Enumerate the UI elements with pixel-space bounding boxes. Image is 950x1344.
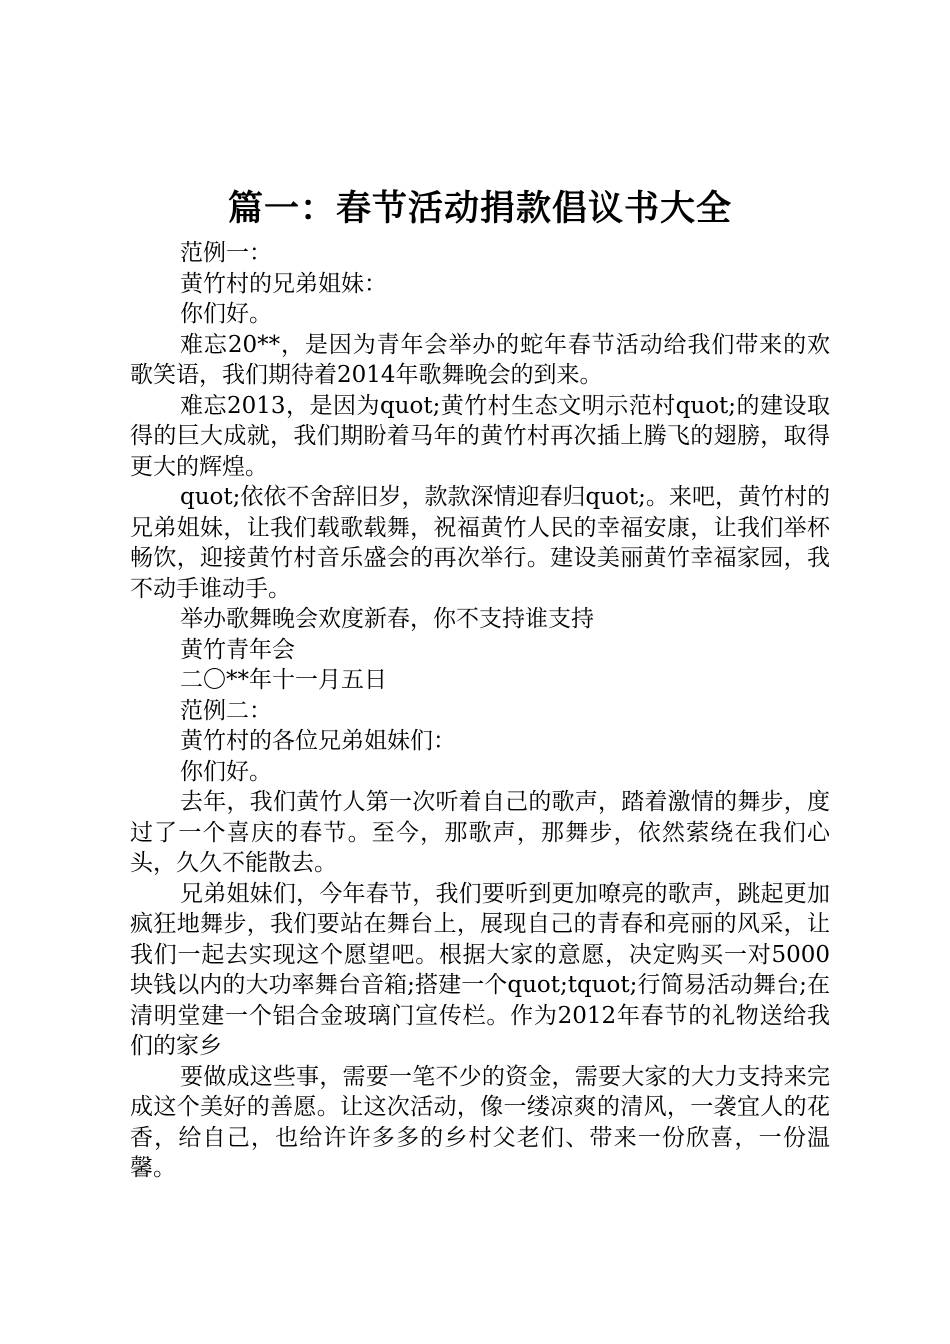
paragraph-body: 难忘20**，是因为青年会举办的蛇年春节活动给我们带来的欢歌笑语，我们期待着2014年歌舞晚会的到来。 <box>130 331 830 388</box>
paragraph-date: 二〇**年十一月五日 <box>180 667 387 693</box>
paragraph-body: 难忘2013，是因为quot;黄竹村生态文明示范村quot;的建设取得的巨大成就，我们期盼着马年的黄竹村再次插上腾飞的翅膀，取得更大的辉煌。 <box>130 392 830 480</box>
paragraph-addressee-2: 黄竹村的各位兄弟姐妹们： <box>180 728 456 754</box>
paragraph-body: quot;依依不舍辞旧岁，款款深情迎春归quot;。来吧，黄竹村的兄弟姐妹，让我们载歌载舞，祝福黄竹人民的幸福安康，让我们举杯畅饮，迎接黄竹村音乐盛会的再次举行。建设美丽黄竹幸福家园，我不动手谁动手。 <box>130 484 830 602</box>
paragraph-salutation-example-1: 范例一： <box>180 240 272 266</box>
paragraph-body: 去年，我们黄竹人第一次听着自己的歌声，踏着激情的舞步，度过了一个喜庆的春节。至今，那歌声，那舞步，依然萦绕在我们心头，久久不能散去。 <box>130 789 830 876</box>
paragraph-signature: 黄竹青年会 <box>180 636 295 663</box>
paragraph-body: 兄弟姐妹们，今年春节，我们要听到更加嘹亮的歌声，跳起更加疯狂地舞步，我们要站在舞台上，展现自己的青春和亮丽的风采，让我们一起去实现这个愿望吧。根据大家的意愿，决定购买一对5000块钱以内的大功率舞台音箱;搭建一个quot;tquot;行简易活动舞台;在清明堂建一个铝合金玻璃门宣传栏。作为2012年春节的礼物送给我们的家乡 <box>130 880 830 1059</box>
paragraph-body: 要做成这些事，需要一笔不少的资金，需要大家的大力支持来完成这个美好的善愿。让这次活动，像一缕凉爽的清风，一袭宜人的花香，给自己，也给许许多多的乡村父老们、带来一份欣喜，一份温馨。 <box>130 1063 830 1181</box>
paragraph-greeting-2: 你们好。 <box>180 758 272 785</box>
document-page <box>130 184 830 1184</box>
paragraph-addressee-1: 黄竹村的兄弟姐妹： <box>180 270 387 297</box>
document-title: 篇一：春节活动捐款倡议书大全 <box>227 188 732 229</box>
paragraph-salutation-example-2: 范例二： <box>180 697 272 724</box>
paragraph-slogan: 举办歌舞晚会欢度新春，你不支持谁支持 <box>180 606 594 632</box>
paragraph-greeting-1: 你们好。 <box>180 301 272 327</box>
